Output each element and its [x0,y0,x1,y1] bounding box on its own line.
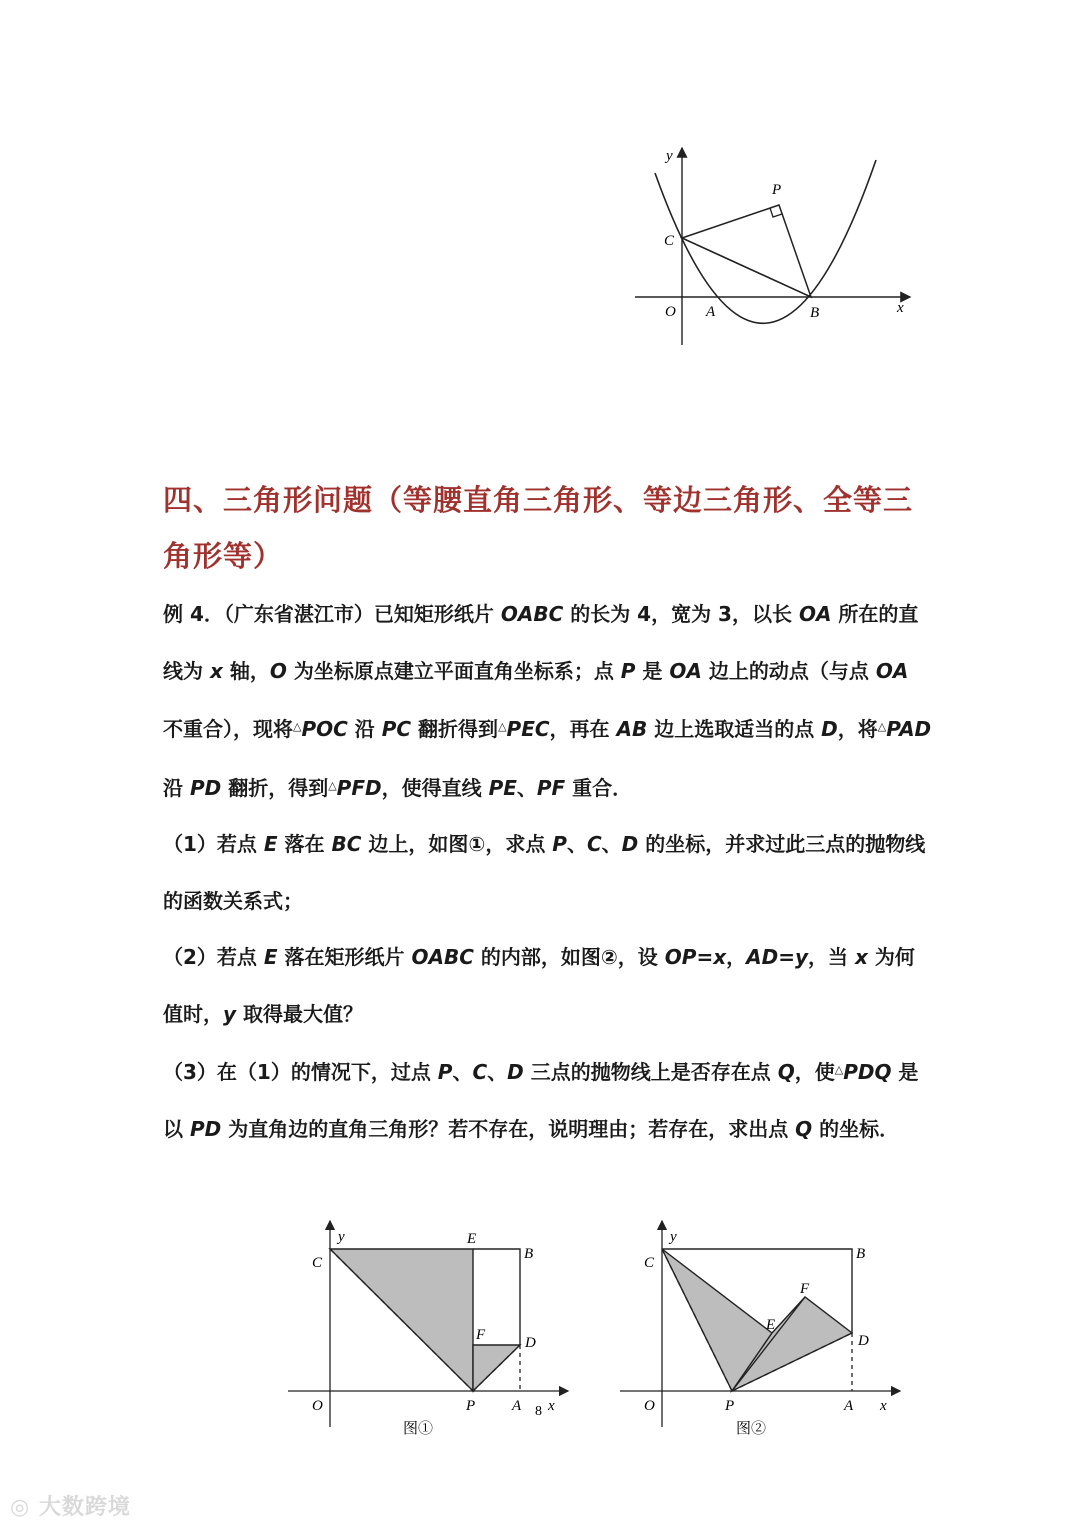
label-p: P [772,182,782,198]
text-run: ，将 [837,717,878,741]
label-y: y [670,1229,677,1245]
text-run: 沿 [163,775,190,800]
text-run: ，使 [794,1060,835,1084]
label-b: B [810,305,820,321]
math-variable: x [209,658,223,683]
page-number: 8 [535,1404,542,1419]
label-x: x [548,1398,555,1414]
math-variable: PAD [886,717,932,741]
triangle-pcb [682,205,811,297]
text-run: 三点的抛物线上是否存在点 [523,1060,778,1084]
math-variable: x [713,945,727,969]
text-run: 翻折得到 [411,717,499,741]
label-a: A [844,1398,854,1414]
text-run: 为何值时， [163,945,915,1026]
example-paragraph [163,586,933,816]
math-variable: PEC [506,717,550,741]
text-run: ，再在 [549,717,617,741]
question-2 [163,929,933,1042]
label-c: C [312,1255,323,1271]
label-p: P [725,1398,735,1414]
math-variable: y [794,945,809,969]
text-run: ，当 [808,945,855,969]
text-run: 落在矩形纸片 [277,945,412,969]
label-a: A [512,1398,522,1414]
text-run: 落在 [277,832,332,856]
math-variable: PC [381,717,412,741]
math-variable: D [621,832,639,856]
watermark-logo-icon: ◎ [10,1495,31,1520]
label-x: x [880,1398,887,1414]
triangle-symbol: △ [877,720,887,733]
math-variable: OP [664,945,697,969]
text-run: 边上选取适当的点 [647,717,822,741]
math-variable: O [269,658,287,683]
text-run: 所在的直线为 [163,602,919,683]
math-variable: PFD [336,775,382,800]
math-variable: OA [669,658,702,683]
math-variable: PD [189,775,222,800]
math-variable: P [552,832,567,856]
math-variable: Q [795,1116,813,1141]
math-variable: AD [746,945,779,969]
parabola-curve [655,160,876,323]
label-c: C [664,233,675,249]
text-run: 例 4．（广东省湛江市）已知矩形纸片 [163,602,501,626]
text-run: 的坐标． [812,1116,900,1141]
label-y: y [666,148,673,164]
triangle-symbol: △ [293,720,302,733]
math-variable: PE [488,775,517,800]
math-variable: C [472,1060,488,1084]
figure-1-caption: 图① [403,1419,434,1437]
text-run: 、 [516,775,537,800]
watermark-text: 大数跨境 [38,1495,131,1520]
math-variable: POC [301,717,348,741]
question-3 [163,1042,933,1157]
text-run: 是 [635,658,670,683]
math-variable: y [223,1001,237,1026]
math-variable: E [263,832,278,856]
math-variable: PF [536,775,566,800]
text-run: （3）在（1）的情况下，过点 [163,1060,438,1084]
text-run: 是以 [163,1060,919,1141]
text-run: 的内部，如图②，设 [473,945,665,969]
text-run: 重合． [565,775,633,800]
text-run: 为坐标原点建立平面直角坐标系；点 [286,658,621,683]
text-run: = [778,945,795,969]
math-variable: AB [616,717,648,741]
question-1 [163,816,933,929]
math-variable: Q [777,1060,795,1084]
figure-2 [612,1215,912,1445]
label-d: D [858,1333,869,1349]
triangle-symbol: △ [498,720,507,733]
label-e: E [467,1231,477,1247]
math-variable: OA [875,658,909,683]
math-variable: D [821,717,838,741]
math-variable: OA [798,602,832,626]
math-variable: E [263,945,278,969]
math-variable: PD [189,1116,222,1141]
math-variable: BC [331,832,362,856]
label-o: O [312,1398,323,1414]
text-run: 沿 [347,717,382,741]
text-run: 、 [566,832,587,856]
text-run: 不重合），现将 [163,717,293,741]
example-text [163,586,933,1157]
math-variable: P [620,658,636,683]
math-variable: P [437,1060,453,1084]
triangle-symbol: △ [834,1063,844,1076]
parabola-figure [620,140,920,355]
text-run: = [696,945,714,969]
triangle-symbol: △ [328,778,337,792]
label-x: x [897,300,904,316]
label-c: C [644,1255,655,1271]
text-run: （1）若点 [163,832,264,856]
text-run: 的长为 4，宽为 3，以长 [563,602,799,626]
math-variable: OABC [500,602,564,626]
label-e: E [766,1317,776,1333]
text-run: 边上的动点（与点 [701,658,876,683]
label-f: F [476,1327,486,1343]
label-o: O [665,304,676,320]
math-variable: C [586,832,602,856]
text-run: 边上，如图①，求点 [361,832,553,856]
label-y: y [338,1229,345,1245]
section-heading: 四、三角形问题（等腰直角三角形、等边三角形、全等三角形等） [163,483,914,573]
text-run: ， [726,945,747,969]
figure-1 [280,1215,580,1445]
watermark [10,1490,131,1521]
text-run: 翻折，得到 [221,775,329,800]
text-run: 为直角边的直角三角形？若不存在，说明理由；若存在，求出点 [221,1116,796,1141]
figure-2-caption: 图② [736,1419,767,1437]
math-variable: x [854,945,868,969]
text-run: 、 [452,1060,473,1084]
label-d: D [525,1335,536,1351]
label-a: A [706,304,716,320]
text-run: 轴， [222,658,270,683]
label-b: B [524,1246,534,1262]
math-variable: D [507,1060,524,1084]
segment-cb [682,238,811,297]
label-b: B [856,1246,866,1262]
text-run: 、 [487,1060,508,1084]
text-run: 取得最大值？ [236,1001,364,1026]
text-run: （2）若点 [163,945,264,969]
text-run: 、 [601,832,622,856]
math-variable: OABC [411,945,474,969]
label-p: P [466,1398,476,1414]
label-f: F [800,1281,810,1297]
label-o: O [644,1398,655,1414]
text-run: 的坐标，并求过此三点的抛物线的函数关系式； [163,832,926,913]
math-variable: PDQ [843,1060,892,1084]
text-run: ，使得直线 [381,775,489,800]
